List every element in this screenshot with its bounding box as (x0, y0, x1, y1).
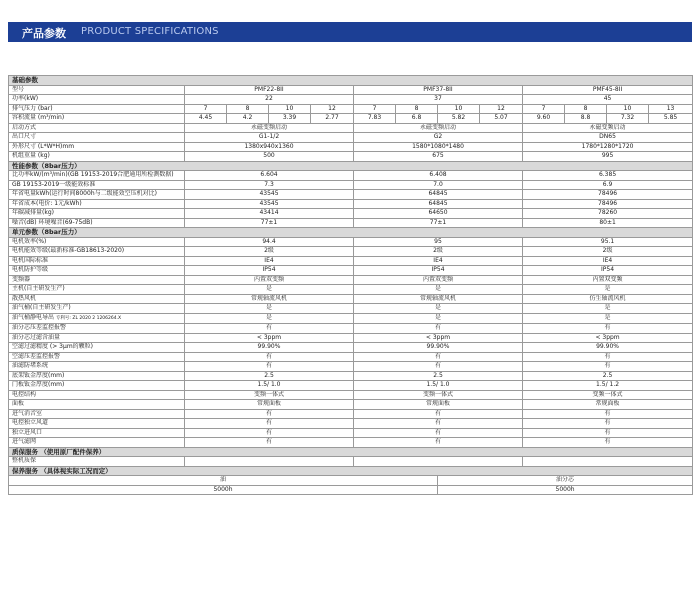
table-row (9, 104, 693, 114)
value-cell: IP54 (523, 266, 693, 276)
row-label: 变频器 (9, 275, 185, 285)
table-row (9, 476, 693, 486)
value-cell: 永磁变频启动 (523, 123, 693, 133)
row-label: 油分芯过滤含油量 (9, 333, 185, 343)
value-cell: 45 (523, 95, 693, 105)
value-cell: 10 (438, 104, 480, 114)
section-title: 性能参数（8bar压力） (9, 161, 693, 171)
table-row (9, 381, 693, 391)
value-cell: 77±1 (185, 218, 354, 228)
table-row (9, 294, 693, 304)
value-cell: 有 (354, 409, 523, 419)
maint-hours: 5000h (9, 485, 438, 495)
table-row (9, 209, 693, 219)
value-cell: 是 (185, 313, 354, 324)
table-row (9, 324, 693, 334)
table-row (9, 190, 693, 200)
value-cell: 有 (185, 419, 354, 429)
value-cell: PMF22-8II (185, 85, 354, 95)
section-title: 单元参数（8bar压力） (9, 228, 693, 238)
value-cell: 6.408 (354, 171, 523, 181)
value-cell: 77±1 (354, 218, 523, 228)
value-cell: 1580*1080*1480 (354, 142, 523, 152)
value-cell: 1380x940x1360 (185, 142, 354, 152)
value-cell: 5.07 (480, 114, 523, 124)
value-cell: 有 (523, 419, 693, 429)
row-label: 容积流量 (m³/min) (9, 114, 185, 124)
value-cell: 2级 (354, 247, 523, 257)
value-cell: 有 (354, 419, 523, 429)
value-cell (185, 457, 354, 467)
value-cell: PMF37-8II (354, 85, 523, 95)
value-cell: G2 (354, 133, 523, 143)
table-row (9, 285, 693, 295)
value-cell: 是 (185, 304, 354, 314)
row-label: 型号 (9, 85, 185, 95)
table-row (9, 218, 693, 228)
row-label: 启动方式 (9, 123, 185, 133)
table-row (9, 275, 693, 285)
section-title: 质保服务 （使用原厂配件保养） (9, 447, 693, 457)
row-label: 功率(kW) (9, 95, 185, 105)
table-row (9, 457, 693, 467)
row-label: 底架钣金厚度(mm) (9, 371, 185, 381)
table-row (9, 438, 693, 448)
value-cell: IE4 (523, 256, 693, 266)
value-cell: 6.8 (396, 114, 438, 124)
row-label: 进气消音室 (9, 409, 185, 419)
value-cell: 有 (354, 324, 523, 334)
value-cell: 内置双变频 (523, 275, 693, 285)
value-cell: 常规轴流风机 (354, 294, 523, 304)
value-cell: 13 (649, 104, 693, 114)
value-cell: 有 (185, 428, 354, 438)
table-row (9, 390, 693, 400)
value-cell: 有 (354, 362, 523, 372)
value-cell: 8 (396, 104, 438, 114)
value-cell: 99.90% (354, 343, 523, 353)
row-label: 主机(自主研发生产) (9, 285, 185, 295)
value-cell: 有 (354, 428, 523, 438)
table-row (9, 142, 693, 152)
value-cell: 有 (523, 428, 693, 438)
row-label: 电控独立风道 (9, 419, 185, 429)
row-label: 外形尺寸 (L*W*H)mm (9, 142, 185, 152)
value-cell: 7.0 (354, 180, 523, 190)
value-cell: 64650 (354, 209, 523, 219)
value-cell: 1.5/ 1.0 (185, 381, 354, 391)
table-row (9, 95, 693, 105)
table-row (9, 85, 693, 95)
value-cell: 常规轴流风机 (185, 294, 354, 304)
value-cell: 常规面板 (185, 400, 354, 410)
table-row (9, 400, 693, 410)
section-row (9, 161, 693, 171)
row-label: 年省成本(电价: 1元/kWh) (9, 199, 185, 209)
section-header (8, 22, 692, 42)
row-label: 比功率kW/(m³/min)(GB 19153-2019合肥通用所检测数据) (9, 171, 185, 181)
section-row (9, 228, 693, 238)
row-label: 油滤防堵系统 (9, 362, 185, 372)
value-cell: 有 (185, 324, 354, 334)
value-cell: 1.5/ 1.0 (354, 381, 523, 391)
value-cell: 7 (354, 104, 396, 114)
row-label: 进气滤网 (9, 438, 185, 448)
value-cell: 是 (523, 304, 693, 314)
table-row (9, 362, 693, 372)
row-label: 机组重量 (kg) (9, 152, 185, 162)
value-cell: 12 (311, 104, 354, 114)
table-row (9, 123, 693, 133)
value-cell: 有 (523, 352, 693, 362)
value-cell: 95.1 (523, 237, 693, 247)
value-cell: 有 (523, 324, 693, 334)
table-row (9, 371, 693, 381)
table-row (9, 256, 693, 266)
row-label: 空滤过滤精度 (> 3μm的颗粒) (9, 343, 185, 353)
value-cell: 3.39 (269, 114, 311, 124)
value-cell: 1.5/ 1.2 (523, 381, 693, 391)
value-cell: 99.90% (185, 343, 354, 353)
value-cell: 10 (269, 104, 311, 114)
section-title: 保养服务 （具体视实际工况而定） (9, 466, 693, 476)
table-row (9, 114, 693, 124)
value-cell: 94.4 (185, 237, 354, 247)
table-row (9, 485, 693, 495)
value-cell: PMF45-8II (523, 85, 693, 95)
value-cell: 7 (185, 104, 227, 114)
value-cell: 有 (523, 362, 693, 372)
value-cell: 是 (354, 313, 523, 324)
value-cell: 43545 (185, 190, 354, 200)
value-cell: 有 (523, 438, 693, 448)
value-cell: 675 (354, 152, 523, 162)
row-label: 空滤压差监控报警 (9, 352, 185, 362)
section-row (9, 76, 693, 86)
value-cell: 有 (185, 409, 354, 419)
table-row (9, 180, 693, 190)
value-cell: 6.604 (185, 171, 354, 181)
value-cell: 变频一体式 (354, 390, 523, 400)
value-cell (523, 457, 693, 467)
value-cell: < 3ppm (523, 333, 693, 343)
value-cell: 78496 (523, 190, 693, 200)
value-cell: 是 (523, 313, 693, 324)
value-cell: 7.3 (185, 180, 354, 190)
row-label: 电机效率(%) (9, 237, 185, 247)
value-cell: 2级 (523, 247, 693, 257)
value-cell: 500 (185, 152, 354, 162)
value-cell: 永磁变频启动 (354, 123, 523, 133)
value-cell: G1-1/2 (185, 133, 354, 143)
table-row (9, 409, 693, 419)
row-label: 出口尺寸 (9, 133, 185, 143)
value-cell: 5.85 (649, 114, 693, 124)
value-cell: IE4 (354, 256, 523, 266)
value-cell: 4.45 (185, 114, 227, 124)
value-cell: 常规面板 (354, 400, 523, 410)
value-cell: 有 (185, 362, 354, 372)
section-title: 基础参数 (9, 76, 693, 86)
value-cell: 2.5 (523, 371, 693, 381)
row-label: 独立进风口 (9, 428, 185, 438)
value-cell: 有 (185, 352, 354, 362)
value-cell: 内置双变频 (185, 275, 354, 285)
table-row (9, 247, 693, 257)
value-cell: 有 (523, 409, 693, 419)
row-label: 电机能效等级(最新标准-GB18613-2020) (9, 247, 185, 257)
value-cell: 1780*1280*1720 (523, 142, 693, 152)
value-cell: 95 (354, 237, 523, 247)
value-cell: 6.385 (523, 171, 693, 181)
value-cell: 78496 (523, 199, 693, 209)
value-cell (354, 457, 523, 467)
value-cell: 2.77 (311, 114, 354, 124)
row-label: 年碳减排量(kg) (9, 209, 185, 219)
value-cell: 2.5 (185, 371, 354, 381)
table-row (9, 313, 693, 324)
value-cell: 有 (185, 438, 354, 448)
value-cell: 仿生轴流风机 (523, 294, 693, 304)
row-label: 散热风机 (9, 294, 185, 304)
value-cell: 7.83 (354, 114, 396, 124)
value-cell: 10 (607, 104, 649, 114)
value-cell: 是 (354, 285, 523, 295)
table-row (9, 333, 693, 343)
value-cell: 2.5 (354, 371, 523, 381)
row-label: 排气压力 (bar) (9, 104, 185, 114)
table-row (9, 352, 693, 362)
value-cell: 43414 (185, 209, 354, 219)
row-label: 油分芯压差监控报警 (9, 324, 185, 334)
value-cell: 37 (354, 95, 523, 105)
maint-item: 油分芯 (438, 476, 693, 486)
value-cell: 是 (523, 285, 693, 295)
section-row (9, 466, 693, 476)
value-cell: 8 (565, 104, 607, 114)
header-title-zh: 产品参数 (22, 27, 66, 40)
row-label: 油气桶(自主研发生产) (9, 304, 185, 314)
value-cell: 是 (185, 285, 354, 295)
value-cell: 7 (523, 104, 565, 114)
table-row (9, 419, 693, 429)
spec-table-body (9, 76, 693, 495)
value-cell: 5.82 (438, 114, 480, 124)
row-label: GB 19153-2019一级能效标准 (9, 180, 185, 190)
row-label (9, 313, 185, 324)
row-label: 噪音(dB) 环境噪音(69-75dB) (9, 218, 185, 228)
header-title-en: PRODUCT SPECIFICATIONS (81, 26, 219, 37)
value-cell: 99.90% (523, 343, 693, 353)
value-cell: 64845 (354, 190, 523, 200)
value-cell: 变频一体式 (523, 390, 693, 400)
value-cell: 内置双变频 (354, 275, 523, 285)
value-cell: 7.32 (607, 114, 649, 124)
row-label: 电机防护等级 (9, 266, 185, 276)
value-cell: 9.60 (523, 114, 565, 124)
value-cell: < 3ppm (185, 333, 354, 343)
value-cell: < 3ppm (354, 333, 523, 343)
value-cell: 是 (354, 304, 523, 314)
maint-item: 油 (9, 476, 438, 486)
table-row (9, 428, 693, 438)
value-cell: IP54 (185, 266, 354, 276)
value-cell: 常规面板 (523, 400, 693, 410)
value-cell: IE4 (185, 256, 354, 266)
table-row (9, 171, 693, 181)
table-row (9, 304, 693, 314)
row-label: 面板 (9, 400, 185, 410)
value-cell: 8 (227, 104, 269, 114)
table-row (9, 199, 693, 209)
spec-table (8, 75, 693, 495)
table-row (9, 133, 693, 143)
value-cell: 2级 (185, 247, 354, 257)
value-cell: 78260 (523, 209, 693, 219)
table-row (9, 237, 693, 247)
value-cell: 12 (480, 104, 523, 114)
value-cell: 995 (523, 152, 693, 162)
value-cell: 43545 (185, 199, 354, 209)
row-label-text: 油气桶静电导出 (12, 313, 55, 321)
value-cell: 有 (354, 438, 523, 448)
row-label: 电控结构 (9, 390, 185, 400)
section-row (9, 447, 693, 457)
value-cell: 永磁变频启动 (185, 123, 354, 133)
value-cell: 22 (185, 95, 354, 105)
row-label: 门板钣金厚度(mm) (9, 381, 185, 391)
value-cell: 64845 (354, 199, 523, 209)
maint-hours: 5000h (438, 485, 693, 495)
value-cell: 80±1 (523, 218, 693, 228)
table-row (9, 266, 693, 276)
row-label: 电机国际标准 (9, 256, 185, 266)
patent-note: 专利号: ZL 2020 2 1206264.X (55, 315, 122, 321)
row-label: 整机质保 (9, 457, 185, 467)
table-row (9, 343, 693, 353)
table-row (9, 152, 693, 162)
value-cell: DN65 (523, 133, 693, 143)
value-cell: 8.8 (565, 114, 607, 124)
value-cell: 6.9 (523, 180, 693, 190)
value-cell: 变频一体式 (185, 390, 354, 400)
value-cell: IP54 (354, 266, 523, 276)
row-label: 年省电量kWh(运行时间8000h与二级能效空压机对比) (9, 190, 185, 200)
value-cell: 有 (354, 352, 523, 362)
value-cell: 4.2 (227, 114, 269, 124)
